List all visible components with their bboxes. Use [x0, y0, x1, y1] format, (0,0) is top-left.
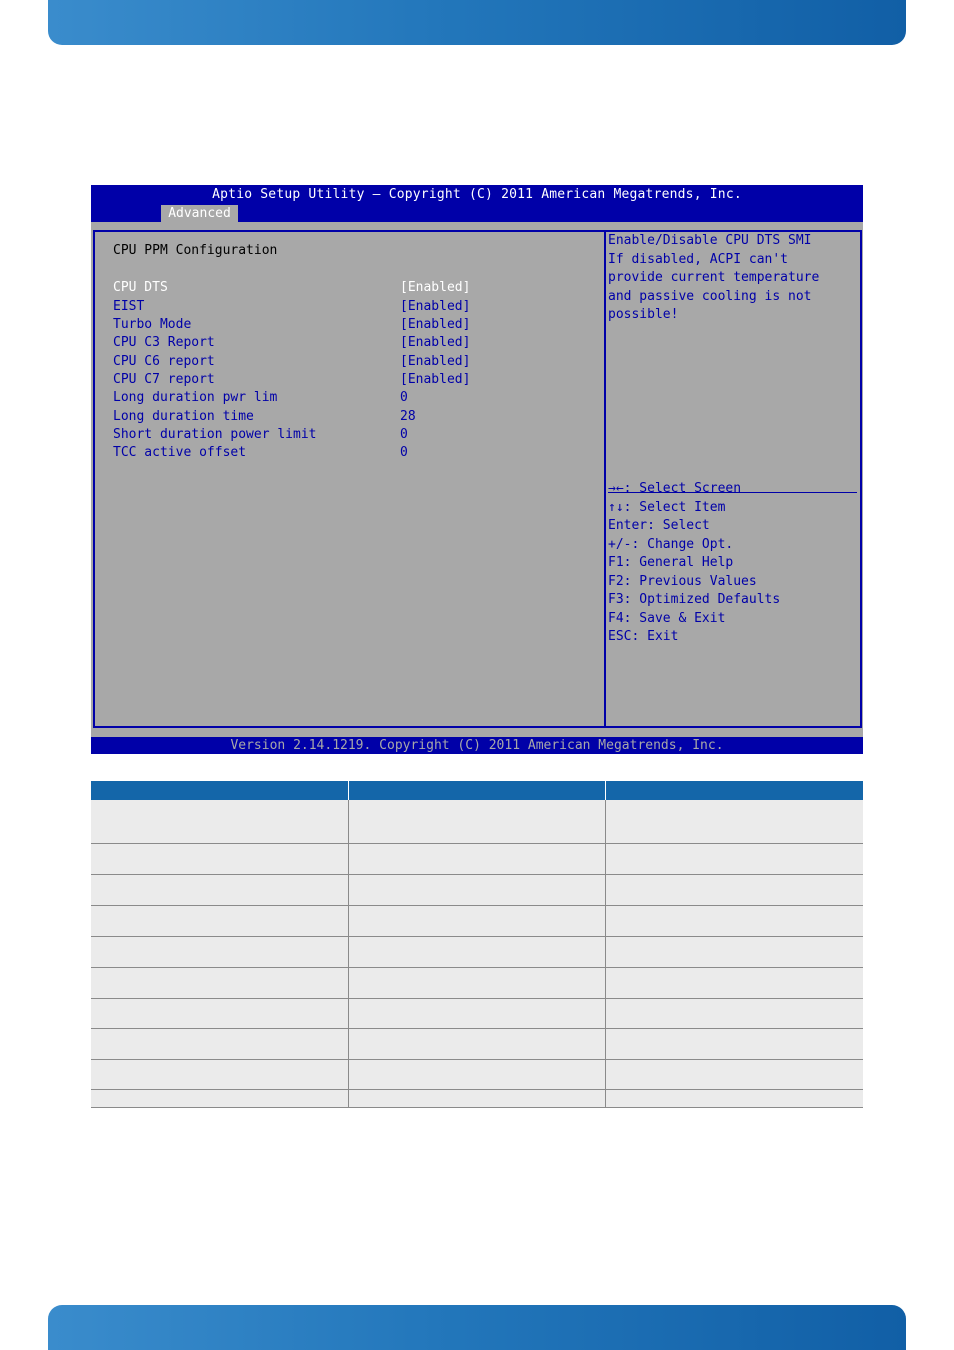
bios-title: Aptio Setup Utility – Copyright (C) 2011 American Megatrends, Inc. [212, 187, 742, 202]
table-cell [91, 800, 348, 843]
setting-label: Long duration time [113, 408, 254, 424]
setting-cpu-dts[interactable] [113, 279, 593, 297]
page-header-band [48, 0, 906, 45]
bios-setup-screen [91, 185, 863, 754]
setting-label: CPU C3 Report [113, 335, 215, 350]
setting-label: Long duration pwr lim [113, 390, 278, 405]
setting-value[interactable]: [Enabled] [400, 298, 471, 314]
table-cell [606, 843, 863, 874]
key-change-opt: +/-: Change Opt. [608, 536, 734, 552]
table-row [91, 874, 863, 905]
table-cell [91, 905, 348, 936]
table-cell [91, 998, 348, 1028]
table-cell [606, 1028, 863, 1059]
table-row [91, 998, 863, 1028]
setting-cpu-c6-report[interactable] [113, 353, 593, 371]
setting-cpu-c3-report[interactable] [113, 334, 593, 352]
setting-value[interactable]: 28 [400, 408, 416, 424]
setting-turbo-mode[interactable] [113, 316, 593, 334]
key-general-help: F1: General Help [608, 555, 734, 570]
table-cell [91, 874, 348, 905]
table-cell [348, 967, 605, 998]
setting-eist[interactable] [113, 298, 593, 316]
table-row [91, 967, 863, 998]
key-esc-exit: ESC: Exit [608, 629, 679, 644]
setting-label: Turbo Mode [113, 317, 192, 332]
setting-value[interactable]: 0 [400, 427, 408, 442]
bios-body [91, 222, 863, 737]
table-row [91, 1028, 863, 1059]
setting-value[interactable]: [Enabled] [400, 280, 471, 295]
table-cell [606, 967, 863, 998]
setting-short-duration-power-limit[interactable] [113, 426, 593, 444]
tab-advanced[interactable]: Advanced [161, 205, 238, 222]
setting-value[interactable]: [Enabled] [400, 353, 471, 369]
table-cell [606, 800, 863, 843]
key-select-item: ↑↓: Select Item [608, 499, 726, 515]
table-cell [348, 1028, 605, 1059]
setting-tcc-active-offset[interactable] [113, 444, 593, 462]
table-header-cell [91, 781, 348, 800]
table-cell [91, 1059, 348, 1089]
table-row [91, 936, 863, 967]
table-cell [348, 843, 605, 874]
help-text [608, 232, 853, 325]
table-row [91, 1059, 863, 1089]
setting-long-duration-time[interactable] [113, 408, 593, 426]
table-cell [606, 874, 863, 905]
table-cell [348, 998, 605, 1028]
setting-label: CPU C7 report [113, 372, 215, 387]
setting-value[interactable]: [Enabled] [400, 335, 471, 350]
table-header-cell [606, 781, 863, 800]
table-header-cell [348, 781, 605, 800]
table-cell [606, 998, 863, 1028]
table-cell [91, 967, 348, 998]
section-title: CPU PPM Configuration [113, 243, 278, 258]
setting-cpu-c7-report[interactable] [113, 371, 593, 389]
table-cell [348, 800, 605, 843]
table-cell [606, 936, 863, 967]
setting-value[interactable]: [Enabled] [400, 372, 471, 387]
help-line: If disabled, ACPI can't [608, 251, 789, 267]
table-cell [91, 936, 348, 967]
help-line: Enable/Disable CPU DTS SMI [608, 233, 812, 248]
help-line: provide current temperature [608, 270, 820, 285]
setting-label: CPU DTS [113, 280, 168, 295]
table-cell [348, 1059, 605, 1089]
help-line: and passive cooling is not [608, 288, 812, 304]
key-previous-values: F2: Previous Values [608, 573, 757, 589]
help-line: possible! [608, 307, 679, 322]
settings-table [91, 781, 863, 1108]
bios-footer: Version 2.14.1219. Copyright (C) 2011 American Megatrends, Inc. [230, 738, 724, 753]
table-cell [348, 905, 605, 936]
key-select-screen: →←: Select Screen [608, 481, 742, 496]
table-cell [348, 936, 605, 967]
table-cell [348, 1089, 605, 1107]
page-footer-band [48, 1305, 906, 1350]
table-cell [91, 1089, 348, 1107]
table-row [91, 1089, 863, 1107]
table-cell [606, 1089, 863, 1107]
key-enter-select: Enter: Select [608, 518, 710, 533]
key-optimized-defaults: F3: Optimized Defaults [608, 592, 781, 607]
table-row [91, 905, 863, 936]
table-cell [348, 874, 605, 905]
setting-label: Short duration power limit [113, 427, 317, 442]
key-legend [608, 480, 853, 647]
setting-value[interactable]: 0 [400, 390, 408, 405]
setting-label: TCC active offset [113, 445, 247, 460]
table-header-row [91, 781, 863, 800]
table-cell [91, 843, 348, 874]
table-row [91, 843, 863, 874]
table-cell [606, 905, 863, 936]
setting-label: CPU C6 report [113, 353, 215, 369]
setting-label: EIST [113, 298, 145, 314]
setting-long-duration-pwr-lim[interactable] [113, 389, 593, 407]
table-cell [91, 1028, 348, 1059]
key-save-exit: F4: Save & Exit [608, 610, 726, 626]
setting-value[interactable]: [Enabled] [400, 317, 471, 332]
table-cell [606, 1059, 863, 1089]
setting-value[interactable]: 0 [400, 445, 408, 460]
table-row [91, 800, 863, 843]
